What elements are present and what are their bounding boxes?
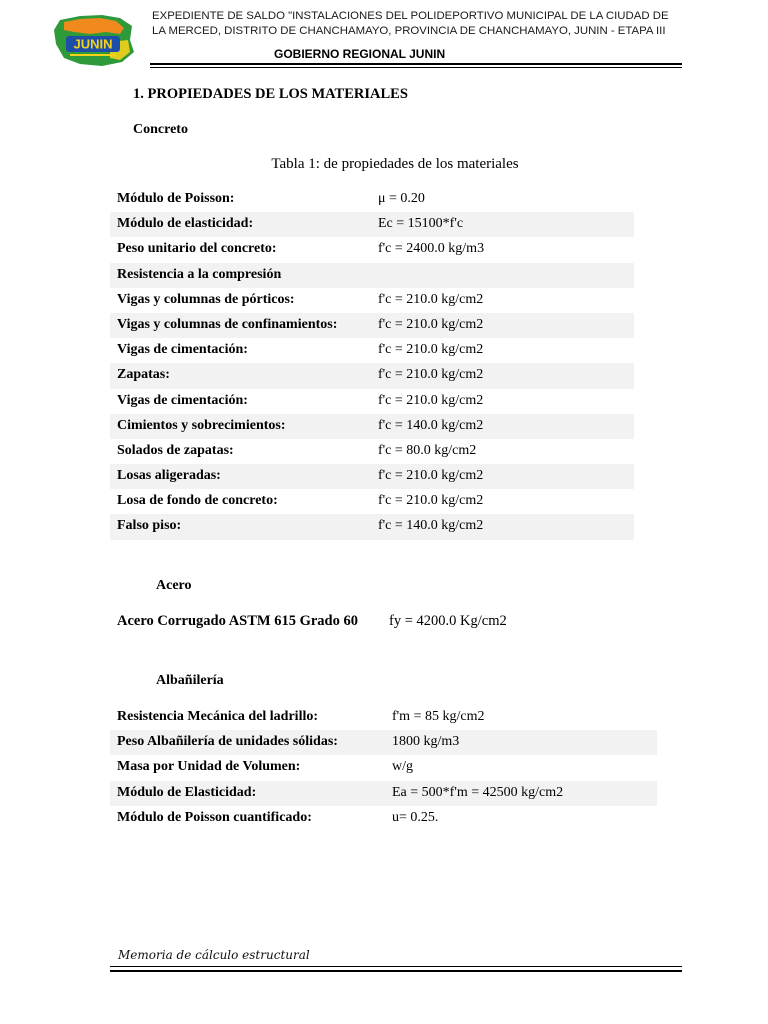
table-row [110, 263, 634, 288]
table-row [110, 313, 634, 338]
masonry-properties-table [110, 705, 657, 831]
acero-value: fy = 4200.0 Kg/cm2 [389, 613, 507, 629]
row-label: Peso Albañilería de unidades sólidas: [117, 734, 338, 750]
header-government: GOBIERNO REGIONAL JUNIN [274, 47, 446, 61]
row-label: Losas aligeradas: [117, 468, 221, 484]
table-row [110, 489, 634, 514]
footer-text: Memoria de cálculo estructural [118, 948, 310, 962]
table-row [110, 464, 634, 489]
row-value: f'c = 210.0 kg/cm2 [378, 342, 484, 358]
row-label: Módulo de Poisson cuantificado: [117, 809, 312, 825]
row-value: u= 0.25. [392, 809, 439, 825]
table-row [110, 705, 657, 730]
row-label: Masa por Unidad de Volumen: [117, 759, 301, 775]
row-value: w/g [392, 759, 413, 775]
table-caption: Tabla 1: de propiedades de los materiales [271, 156, 519, 172]
row-value: f'c = 210.0 kg/cm2 [378, 392, 484, 408]
footer-rule [110, 970, 682, 972]
header-title-line-1: EXPEDIENTE DE SALDO "INSTALACIONES DEL POLIDEPORTIVO MUNICIPAL DE LA CIUDAD DE [152, 10, 669, 22]
row-label: Vigas y columnas de confinamientos: [117, 316, 338, 332]
row-label: Módulo de elasticidad: [117, 216, 254, 232]
row-label: Módulo de Elasticidad: [117, 784, 257, 800]
row-value: f'c = 210.0 kg/cm2 [378, 493, 484, 509]
row-value: f'c = 2400.0 kg/m3 [378, 241, 485, 257]
row-label: Cimientos y sobrecimientos: [117, 417, 286, 433]
section-title: 1. PROPIEDADES DE LOS MATERIALES [133, 86, 408, 102]
table-row [110, 730, 657, 755]
row-label: Zapatas: [117, 367, 170, 383]
row-label: Vigas de cimentación: [117, 342, 248, 358]
header-rule-thin [150, 67, 682, 68]
row-label: Losa de fondo de concreto: [117, 493, 278, 509]
row-value: f'c = 210.0 kg/cm2 [378, 316, 484, 332]
header-title-line-2: LA MERCED, DISTRITO DE CHANCHAMAYO, PROVINCIA DE CHANCHAMAYO, JUNIN - ETAPA III [152, 25, 666, 37]
table-row [110, 755, 657, 780]
table-row [110, 187, 634, 212]
row-label: Resistencia a la compresión [117, 266, 282, 282]
table-row [110, 514, 634, 539]
header-rule [150, 63, 682, 65]
row-value: f'c = 140.0 kg/cm2 [378, 518, 484, 534]
table-row [110, 806, 657, 831]
table-row [110, 288, 634, 313]
table-row [110, 439, 634, 464]
table-row [110, 389, 634, 414]
row-label: Vigas y columnas de pórticos: [117, 291, 295, 307]
row-value: 1800 kg/m3 [392, 734, 460, 750]
table-row [110, 781, 657, 806]
footer-rule-thin [110, 966, 682, 967]
table-row [110, 414, 634, 439]
table-row [110, 212, 634, 237]
row-value: f'c = 210.0 kg/cm2 [378, 468, 484, 484]
row-value: f'c = 210.0 kg/cm2 [378, 291, 484, 307]
row-label: Peso unitario del concreto: [117, 241, 277, 257]
row-label: Módulo de Poisson: [117, 191, 235, 206]
acero-label: Acero Corrugado ASTM 615 Grado 60 [117, 613, 358, 629]
row-value: Ea = 500*f'm = 42500 kg/cm2 [392, 784, 564, 800]
albanileria-heading: Albañilería [156, 673, 224, 688]
row-value: μ = 0.20 [378, 191, 425, 206]
concrete-properties-table [110, 187, 634, 540]
row-label: Resistencia Mecánica del ladrillo: [117, 709, 319, 724]
row-label: Solados de zapatas: [117, 442, 234, 458]
row-value: f'c = 80.0 kg/cm2 [378, 442, 477, 458]
row-value: f'c = 140.0 kg/cm2 [378, 417, 484, 433]
junin-region-logo [50, 12, 138, 68]
table-row [110, 363, 634, 388]
row-value: f'c = 210.0 kg/cm2 [378, 367, 484, 383]
row-value: f'm = 85 kg/cm2 [392, 709, 485, 724]
svg-text:JUNIN: JUNIN [73, 36, 113, 52]
table-row [110, 338, 634, 363]
row-label: Falso piso: [117, 518, 182, 534]
row-value: Ec = 15100*f'c [378, 216, 464, 232]
row-label: Vigas de cimentación: [117, 392, 248, 408]
acero-heading: Acero [156, 578, 192, 593]
concreto-heading: Concreto [133, 122, 188, 137]
table-row [110, 237, 634, 262]
